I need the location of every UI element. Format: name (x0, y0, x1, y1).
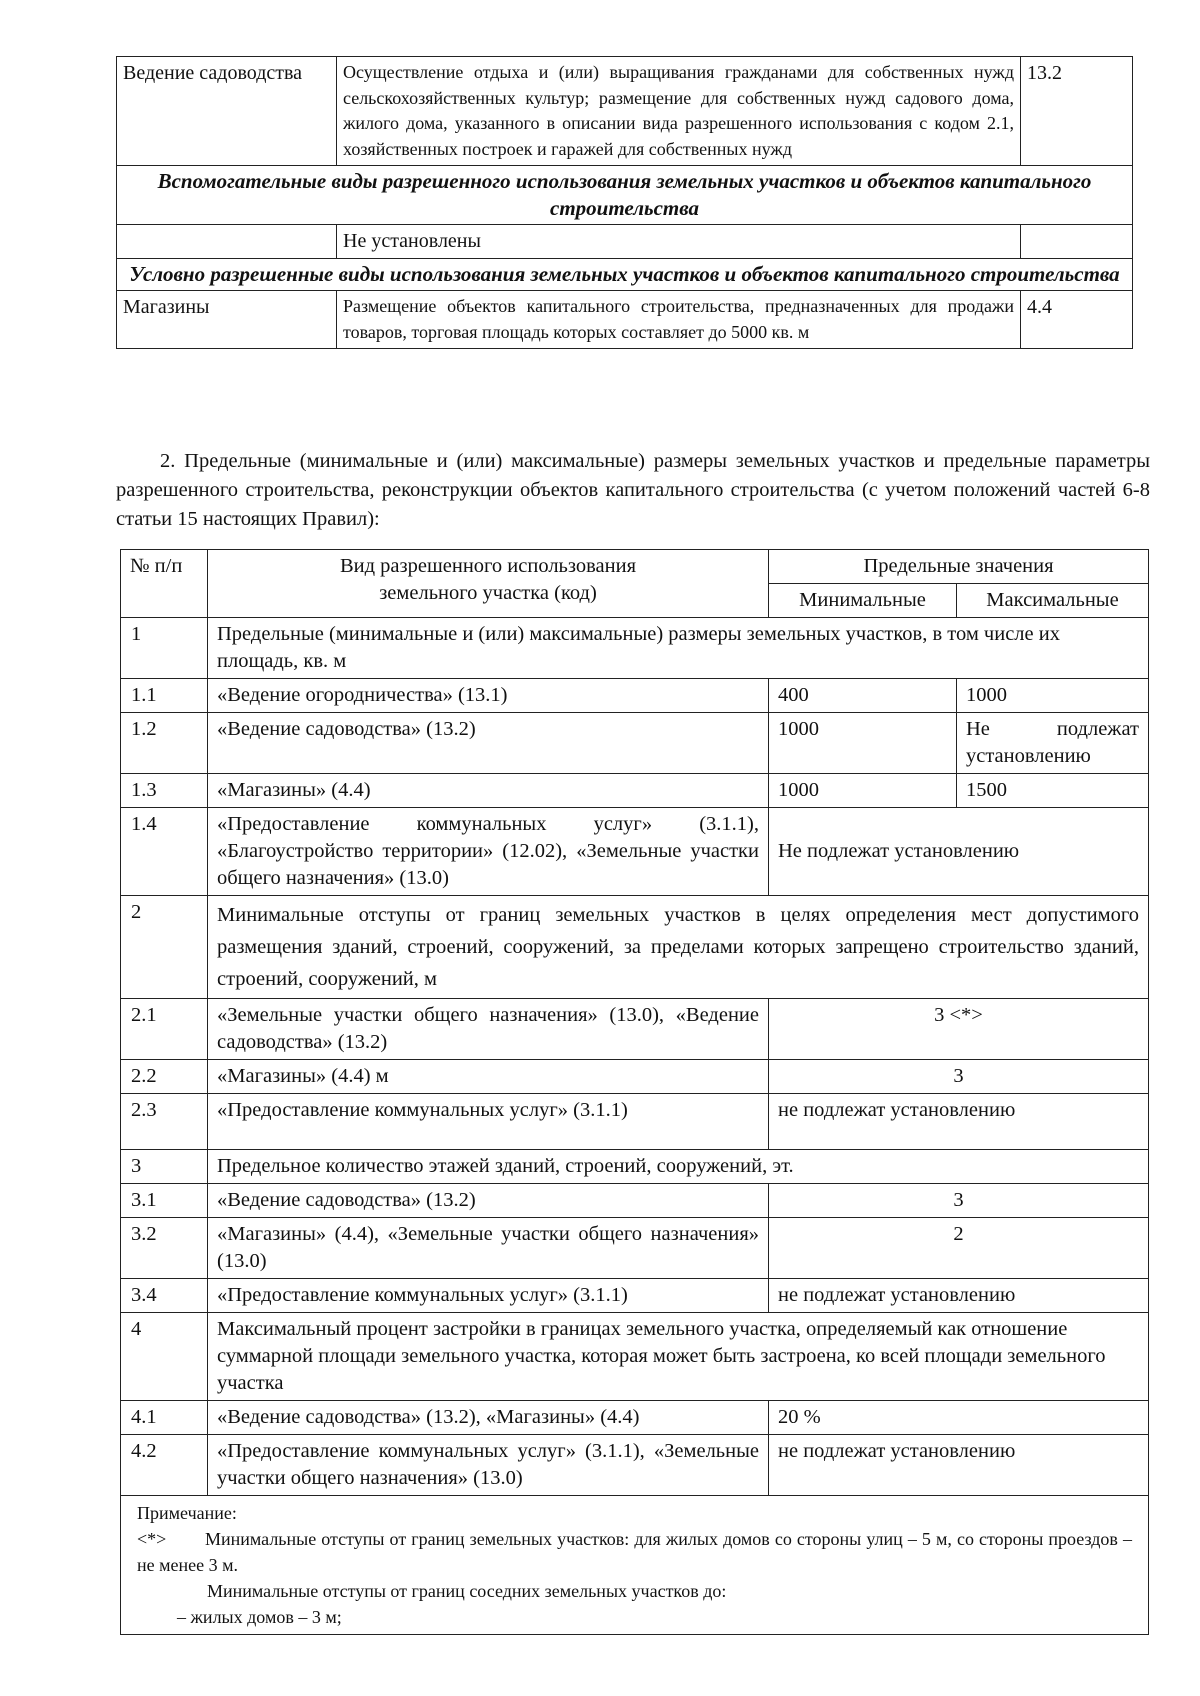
use-type-cell: «Ведение садоводства» (13.2), «Магазины» (4.4) (208, 1401, 769, 1435)
row-num: 1 (121, 618, 208, 679)
limit-value-cell: 20 % (769, 1401, 1149, 1435)
row-num: 4.1 (121, 1401, 208, 1435)
use-name-cell: Ведение садоводства (117, 57, 337, 166)
aux-uses-value: Не установлены (337, 225, 1021, 259)
min-value-cell: 1000 (769, 713, 957, 774)
limit-value-cell: не подлежат установлению (769, 1094, 1149, 1150)
section-title: Максимальный процент застройки в границах земельного участка, определяемый как отношение суммарной площади земельного участка, которая может быть застроена, ко всей площади земельного участка (208, 1313, 1149, 1401)
row-num: 1.2 (121, 713, 208, 774)
use-code-cell: 4.4 (1021, 291, 1133, 349)
use-type-cell: «Магазины» (4.4) м (208, 1060, 769, 1094)
max-value-cell: 1500 (957, 774, 1149, 808)
use-type-cell: «Предоставление коммунальных услуг» (3.1.1) (208, 1094, 769, 1150)
header-min: Минимальные (769, 584, 957, 618)
header-max: Максимальные (957, 584, 1149, 618)
empty-cell (117, 225, 337, 259)
section-row (121, 896, 1149, 999)
use-type-cell: «Предоставление коммунальных услуг» (3.1.1) (208, 1279, 769, 1313)
header-limits: Предельные значения (769, 550, 1149, 584)
section-title: Предельные (минимальные и (или) максимальные) размеры земельных участков, в том числе их площадь, кв. м (208, 618, 1149, 679)
table-row (121, 774, 1149, 808)
use-type-cell: «Ведение огородничества» (13.1) (208, 679, 769, 713)
section-header-row (117, 166, 1133, 225)
header-use-type: Вид разрешенного использования земельного участка (код) (208, 550, 769, 618)
use-type-cell: «Предоставление коммунальных услуг» (3.1.1), «Благоустройство территории» (12.02), «Земельные участки общего назначения» (13.0) (208, 808, 769, 896)
header-num: № п/п (121, 550, 208, 618)
row-num: 1.1 (121, 679, 208, 713)
permitted-use-table (116, 56, 1133, 349)
table-row (121, 999, 1149, 1060)
row-num: 3.2 (121, 1218, 208, 1279)
section-paragraph (116, 447, 1150, 534)
use-type-cell: «Магазины» (4.4), «Земельные участки общего назначения» (13.0) (208, 1218, 769, 1279)
row-num: 3.1 (121, 1184, 208, 1218)
note-cell (121, 1496, 1149, 1635)
limit-value-cell: 3 <*> (769, 999, 1149, 1060)
note-line-1 (137, 1526, 1132, 1578)
note-text-3: – жилых домов – 3 м; (177, 1607, 342, 1627)
limit-value-cell: 3 (769, 1060, 1149, 1094)
table-row (121, 808, 1149, 896)
table-row (121, 1435, 1149, 1496)
limit-value-cell: не подлежат установлению (769, 1279, 1149, 1313)
header-row (121, 550, 1149, 584)
use-type-cell: «Земельные участки общего назначения» (13.0), «Ведение садоводства» (13.2) (208, 999, 769, 1060)
use-type-cell: «Магазины» (4.4) (208, 774, 769, 808)
aux-uses-header: Вспомогательные виды разрешенного использования земельных участков и объектов капитального строительства (117, 166, 1133, 225)
max-value-cell: 1000 (957, 679, 1149, 713)
table-row (121, 1218, 1149, 1279)
max-value-cell: Не подлежат установлению (957, 713, 1149, 774)
use-name-cell: Магазины (117, 291, 337, 349)
row-num: 4 (121, 1313, 208, 1401)
limit-value-cell: не подлежат установлению (769, 1435, 1149, 1496)
note-symbol: <*> (137, 1529, 167, 1549)
limit-value-cell: 3 (769, 1184, 1149, 1218)
empty-cell (1021, 225, 1133, 259)
section-row (121, 1313, 1149, 1401)
table-row (117, 57, 1133, 166)
min-value-cell: 400 (769, 679, 957, 713)
note-row (121, 1496, 1149, 1635)
paragraph-text: 2. Предельные (минимальные и (или) максимальные) размеры земельных участков и предельные параметры разрешенного строительства, реконструкции объектов капитального строительства (с учетом положений частей 6-8 статьи 15 настоящих Правил): (116, 450, 1150, 530)
row-num: 2 (121, 896, 208, 999)
note-text-1: Минимальные отступы от границ земельных участков: для жилых домов со стороны улиц – 5 м, со стороны проездов – не менее 3 м. (137, 1529, 1132, 1575)
table-row (121, 713, 1149, 774)
use-type-cell: «Ведение садоводства» (13.2) (208, 713, 769, 774)
row-num: 1.3 (121, 774, 208, 808)
row-num: 1.4 (121, 808, 208, 896)
row-num: 2.1 (121, 999, 208, 1060)
section-title: Минимальные отступы от границ земельных участков в целях определения мест допустимого размещения зданий, строений, сооружений, за пределами которых запрещено строительство зданий, строений, сооружений, м (208, 896, 1149, 999)
use-type-cell: «Ведение садоводства» (13.2) (208, 1184, 769, 1218)
limit-value-cell: 2 (769, 1218, 1149, 1279)
table-row (121, 1060, 1149, 1094)
limit-value-cell: Не подлежат установлению (769, 808, 1149, 896)
table-row (117, 225, 1133, 259)
row-num: 3 (121, 1150, 208, 1184)
min-value-cell: 1000 (769, 774, 957, 808)
row-num: 2.3 (121, 1094, 208, 1150)
row-num: 2.2 (121, 1060, 208, 1094)
table-row (121, 1401, 1149, 1435)
table-row (121, 679, 1149, 713)
section-row (121, 618, 1149, 679)
section-title: Предельное количество этажей зданий, строений, сооружений, эт. (208, 1150, 1149, 1184)
use-description-cell: Размещение объектов капитального строительства, предназначенных для продажи товаров, торговая площадь которых составляет до 5000 кв. м (337, 291, 1021, 349)
row-num: 3.4 (121, 1279, 208, 1313)
row-num: 4.2 (121, 1435, 208, 1496)
table-row (121, 1184, 1149, 1218)
section-header-row (117, 259, 1133, 291)
table-row (121, 1279, 1149, 1313)
note-title: Примечание: (137, 1503, 237, 1523)
note-text-2: Минимальные отступы от границ соседних земельных участков до: (207, 1581, 727, 1601)
table-row (121, 1094, 1149, 1150)
table-row (117, 291, 1133, 349)
use-description-cell: Осуществление отдыха и (или) выращивания гражданами для собственных нужд сельскохозяйственных культур; размещение для собственных нужд садового дома, жилого дома, указанного в описании вида разрешенного использования с кодом 2.1, хозяйственных построек и гаражей для собственных нужд (337, 57, 1021, 166)
section-row (121, 1150, 1149, 1184)
conditional-uses-header: Условно разрешенные виды использования земельных участков и объектов капитального строительства (117, 259, 1133, 291)
use-code-cell: 13.2 (1021, 57, 1133, 166)
limit-parameters-table (120, 549, 1149, 1635)
use-type-cell: «Предоставление коммунальных услуг» (3.1.1), «Земельные участки общего назначения» (13.0) (208, 1435, 769, 1496)
